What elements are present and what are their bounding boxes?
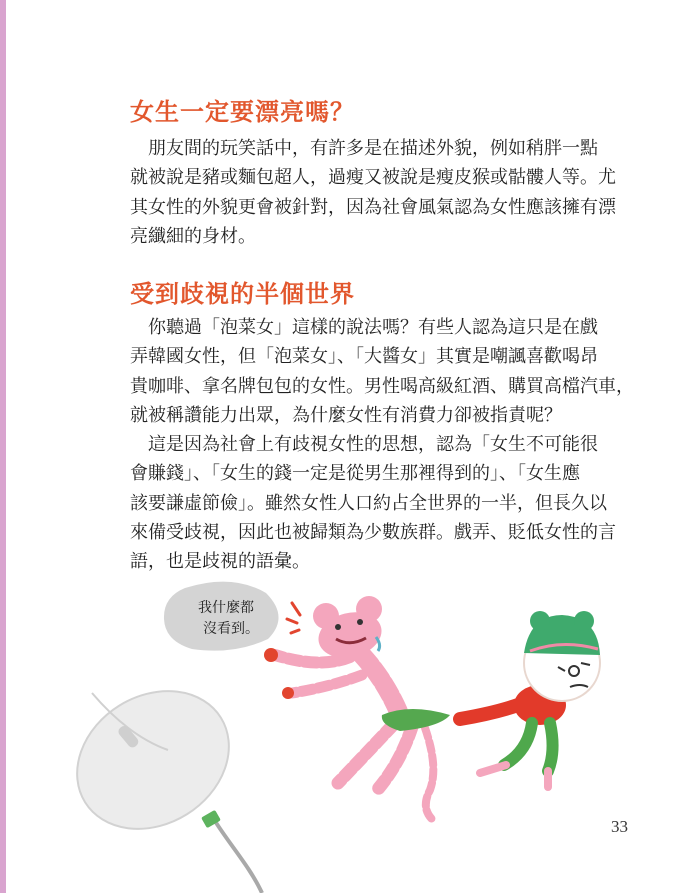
girl-character (460, 611, 600, 787)
pink-tiger-character (264, 596, 450, 821)
text-line: 其女性的外貌更會被針對，因為社會風氣認為女性應該擁有漂 (130, 196, 616, 218)
paragraph-social-bias (130, 430, 616, 576)
text-line: 來備受歧視，因此也被歸類為少數族群。戲弄、貶低女性的言 (130, 521, 616, 543)
speech-bubble-line-2: 沒看到。 (203, 621, 259, 637)
text-line: 貴咖啡、拿名牌包包的女性。男性喝高級紅酒、購買高檔汽車， (130, 375, 634, 397)
text-line: 亮纖細的身材。 (130, 225, 256, 247)
text-line: 會賺錢」、「女生的錢一定是從男生那裡得到的」、「女生應 (130, 463, 580, 485)
illustration (0, 575, 700, 893)
text-line: 語，也是歧視的語彙。 (130, 551, 310, 573)
page-number: 33 (611, 817, 628, 836)
speech-bubble (164, 582, 279, 651)
text-line: 就被說是豬或麵包超人，過瘦又被說是瘦皮猴或骷髏人等。尤 (130, 167, 616, 189)
text-line: 朋友間的玩笑話中，有許多是在描述外貌，例如稍胖一點 (130, 138, 598, 159)
text-line: 該要謙虛節儉」。雖然女性人口約占全世界的一半，但長久以 (130, 492, 607, 514)
paragraph-appearance (130, 134, 616, 251)
exclamation-icon (287, 603, 300, 633)
computer-mouse-drawing (51, 663, 262, 893)
text-line: 弄韓國女性，但「泡菜女」、「大醬女」其實是嘲諷喜歡喝昂 (130, 346, 598, 368)
text-line: 就被稱讚能力出眾，為什麼女性有消費力卻被指責呢？ (130, 404, 562, 426)
section-heading-beauty: 女生一定要漂亮嗎？ (130, 98, 355, 126)
section-heading-discrimination: 受到歧視的半個世界 (130, 280, 355, 308)
text-line: 這是因為社會上有歧視女性的思想，認為「女生不可能很 (130, 434, 598, 455)
paragraph-kimchi-girl (130, 313, 634, 430)
text-line: 你聽過「泡菜女」這樣的說法嗎？有些人認為這只是在戲 (130, 317, 598, 338)
speech-bubble-line-1: 我什麼都 (198, 600, 254, 616)
